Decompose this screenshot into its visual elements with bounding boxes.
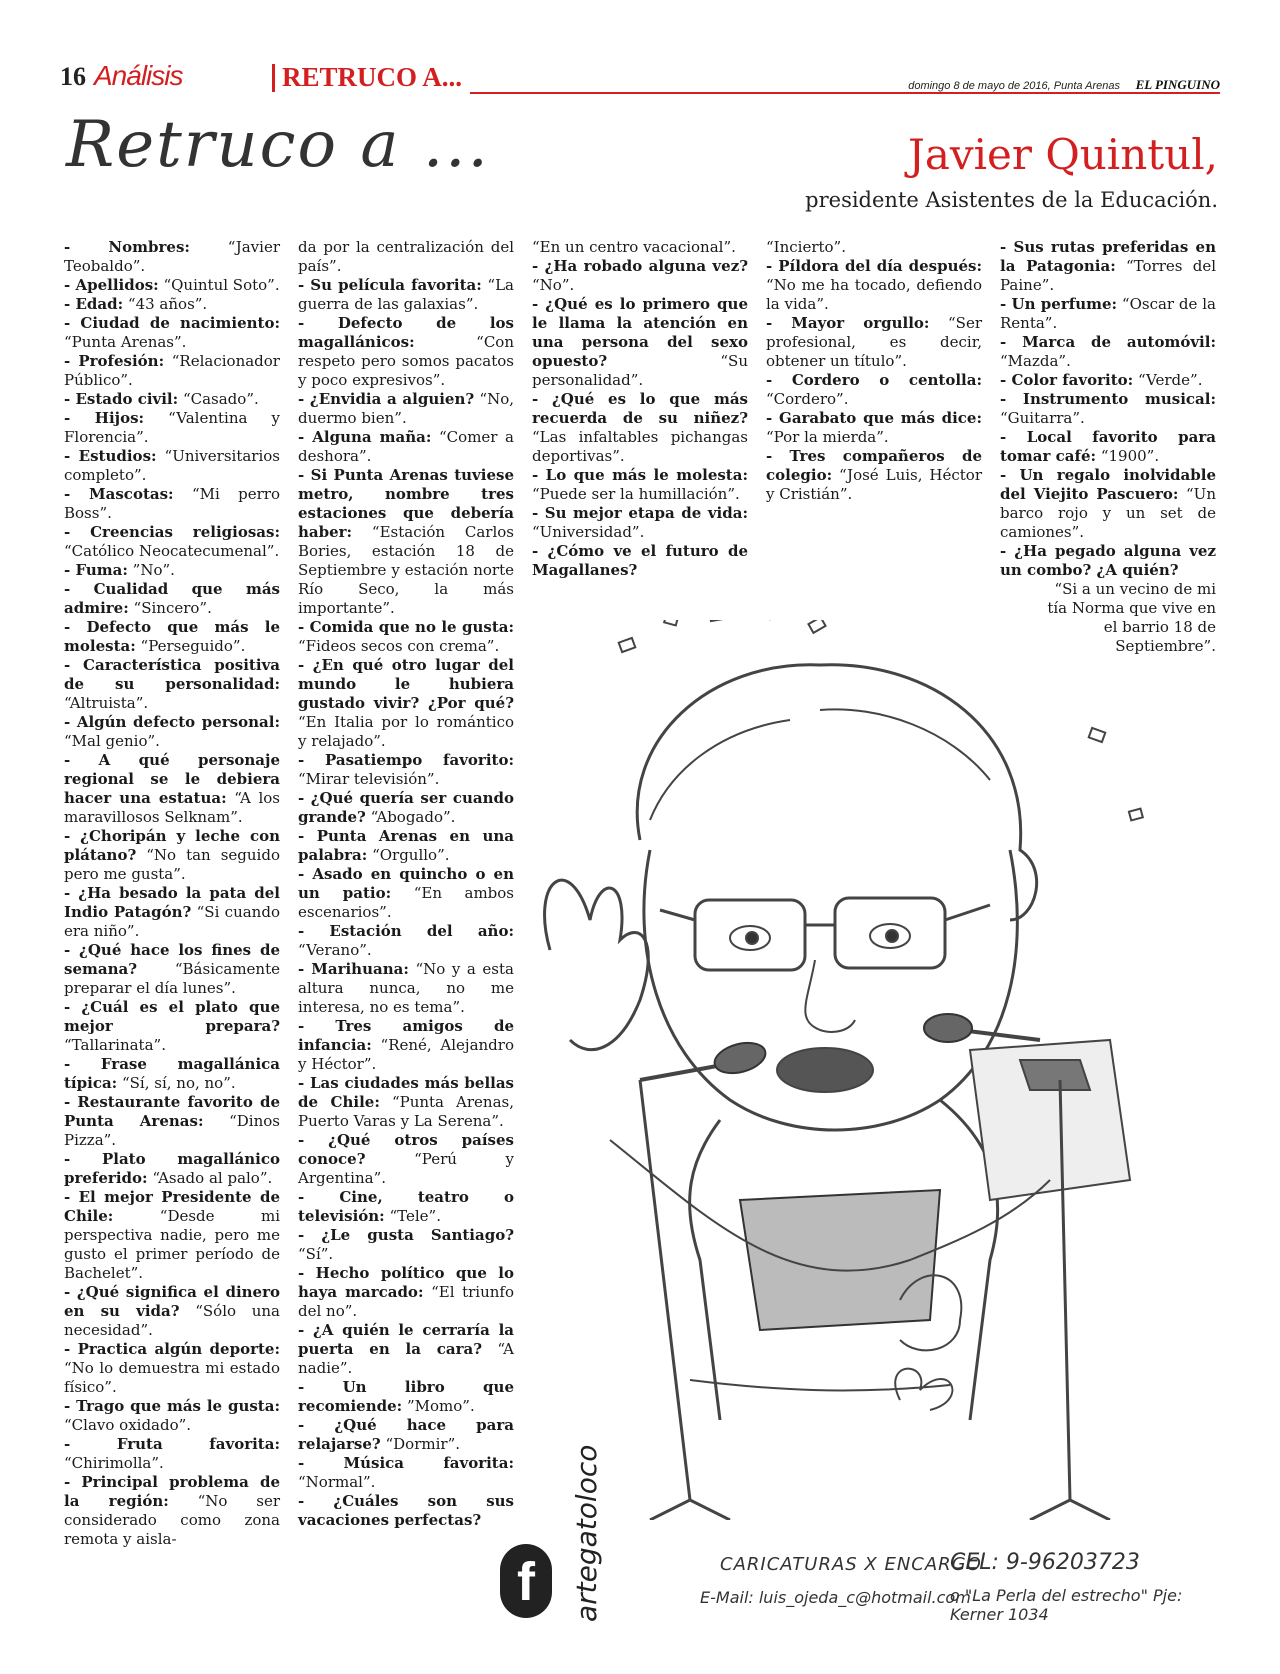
- question: - Mascotas:: [64, 485, 174, 503]
- answer: “No tan seguido pero me gusta”.: [64, 846, 280, 883]
- question: - Principal problema de la región:: [64, 1473, 280, 1510]
- answer: “Punta Arenas”.: [64, 333, 187, 351]
- qa-item: [298, 1378, 514, 1416]
- qa-item: [64, 1435, 280, 1473]
- answer: “Su personalidad”.: [532, 352, 748, 389]
- answer: “Oscar de la Renta”.: [1000, 295, 1216, 332]
- qa-item: [298, 618, 514, 656]
- qa-item: [64, 390, 280, 409]
- answer: “Valentina y Florencia”.: [64, 409, 280, 446]
- qa-item: [532, 504, 748, 542]
- answer: “Altruista”.: [64, 694, 149, 712]
- question: - Color favorito:: [1000, 371, 1134, 389]
- qa-item: [298, 1188, 514, 1226]
- qa-item: [64, 1340, 280, 1397]
- answer: “A nadie”.: [298, 1340, 514, 1377]
- qa-item: [532, 542, 748, 580]
- answer: “Si a un vecino de mi tía Norma que vive en el barrio 18 de Septiembre”.: [1047, 580, 1216, 655]
- question: - Cine, teatro o televisión:: [298, 1188, 514, 1225]
- question: - Garabato que más dice:: [766, 409, 982, 427]
- question: - Ciudad de nacimiento:: [64, 314, 280, 332]
- answer: “Sí, sí, no, no”.: [121, 1074, 236, 1092]
- answer: “Punta Arenas, Puerto Varas y La Serena”.: [298, 1093, 514, 1130]
- question: - Estudios:: [64, 447, 157, 465]
- answer: “No, duermo bien”.: [298, 390, 514, 427]
- qa-item: [1000, 390, 1216, 428]
- question: - Música favorita:: [298, 1454, 514, 1472]
- answer: “Verano”.: [298, 941, 372, 959]
- question: - ¿Choripán y leche con plátano?: [64, 827, 280, 864]
- qa-item: [532, 238, 748, 257]
- qa-item: [298, 1131, 514, 1188]
- answer: “Con respeto pero somos pacatos y poco expresivos”.: [298, 333, 514, 389]
- interviewee-name: Javier Quintul,: [908, 130, 1218, 179]
- text-column-3: [532, 238, 748, 580]
- question: - Apellidos:: [64, 276, 159, 294]
- question: - Fruta favorita:: [64, 1435, 280, 1453]
- qa-item: [298, 656, 514, 751]
- answer: “En Italia por lo romántico y relajado”.: [298, 713, 514, 750]
- qa-item: [532, 295, 748, 390]
- answer: “Relacionador Público”.: [64, 352, 280, 389]
- answer: “Ser profesional, es decir, obtener un título”.: [766, 314, 982, 370]
- question: - Defecto que más le molesta:: [64, 618, 280, 655]
- question: - Marca de automóvil:: [1000, 333, 1216, 351]
- answer: “Perú y Argentina”.: [298, 1150, 514, 1187]
- answer: “No me ha tocado, defiendo la vida”.: [766, 276, 982, 313]
- answer: “No”.: [532, 276, 575, 294]
- question: - Sus rutas preferidas en la Patagonia:: [1000, 238, 1216, 275]
- question: - Practica algún deporte:: [64, 1340, 280, 1358]
- question: - A qué personaje regional se le debiera hacer una estatua:: [64, 751, 280, 807]
- qa-item: [1000, 428, 1216, 466]
- artist-signature: artegatoloco: [570, 1444, 603, 1622]
- qa-item: [298, 390, 514, 428]
- question: - ¿En qué otro lugar del mundo le hubiera gustado vivir? ¿Por qué?: [298, 656, 514, 712]
- question: - Punta Arenas en una palabra:: [298, 827, 514, 864]
- qa-item: [766, 447, 982, 504]
- question: - ¿Qué es lo que más recuerda de su niñez?: [532, 390, 748, 427]
- answer: “Tallarinata”.: [64, 1036, 166, 1054]
- answer: “Las infaltables pichangas deportivas”.: [532, 428, 748, 465]
- answer: “No y a esta altura nunca, no me interesa, no es tema”.: [298, 960, 514, 1016]
- question: - El mejor Presidente de Chile:: [64, 1188, 280, 1225]
- answer: “Sólo una necesidad”.: [64, 1302, 280, 1339]
- section-divider: [272, 64, 275, 92]
- qa-item: [766, 238, 982, 257]
- qa-item: [298, 960, 514, 1017]
- answer: “Abogado”.: [370, 808, 456, 826]
- question: - Marihuana:: [298, 960, 409, 978]
- text-column-5: [1000, 238, 1216, 656]
- answer: “Guitarra”.: [1000, 409, 1085, 427]
- answer: “Quintul Soto”.: [163, 276, 280, 294]
- answer: “Católico Neocatecumenal”.: [64, 542, 280, 560]
- answer: “Sincero”.: [133, 599, 212, 617]
- artist-credits: [500, 1444, 1220, 1630]
- question: - Instrumento musical:: [1000, 390, 1216, 408]
- qa-item: [298, 789, 514, 827]
- question: - Fuma:: [64, 561, 128, 579]
- answer: “Puede ser la humillación”.: [532, 485, 740, 503]
- qa-item: [298, 1492, 514, 1530]
- answer: “Javier Teobaldo”.: [64, 238, 280, 275]
- qa-item: [64, 1283, 280, 1340]
- question: - Trago que más le gusta:: [64, 1397, 280, 1415]
- question: - ¿Cuál es el plato que mejor prepara?: [64, 998, 280, 1035]
- question: - ¿Qué significa el dinero en su vida?: [64, 1283, 280, 1320]
- question: - Hecho político que lo haya marcado:: [298, 1264, 514, 1301]
- qa-item: [64, 447, 280, 485]
- answer: “En ambos escenarios”.: [298, 884, 514, 921]
- question: - Alguna maña:: [298, 428, 432, 446]
- answer: “Normal”.: [298, 1473, 376, 1491]
- answer: “No lo demuestra mi estado físico”.: [64, 1359, 280, 1396]
- issue-date: domingo 8 de mayo de 2016, Punta Arenas: [908, 80, 1120, 92]
- qa-item: [766, 371, 982, 409]
- credits-commission: CARICATURAS X ENCARGO: [720, 1554, 982, 1575]
- qa-item: [64, 713, 280, 751]
- answer: “El triunfo del no”.: [298, 1283, 514, 1320]
- answer: “Orgullo”.: [372, 846, 450, 864]
- qa-item: [532, 390, 748, 466]
- question: - Defecto de los magallánicos:: [298, 314, 514, 351]
- answer: “Clavo oxidado”.: [64, 1416, 192, 1434]
- qa-item: [64, 1188, 280, 1283]
- qa-item: [64, 827, 280, 884]
- credits-phone: CEL: 9-96203723: [950, 1550, 1140, 1575]
- qa-item: [64, 998, 280, 1055]
- qa-item: [298, 865, 514, 922]
- answer: “Desde mi perspectiva nadie, pero me gusto el primer período de Bachelet”.: [64, 1207, 280, 1282]
- answer: “Chirimolla”.: [64, 1454, 164, 1472]
- answer: ”Momo”.: [406, 1397, 475, 1415]
- text-column-1: [64, 238, 280, 1549]
- answer: “Fideos secos con crema”.: [298, 637, 500, 655]
- qa-item: [298, 1321, 514, 1378]
- qa-item: [64, 941, 280, 998]
- qa-item: [64, 1150, 280, 1188]
- qa-item: [766, 314, 982, 371]
- question: - ¿Qué otros países conoce?: [298, 1131, 514, 1168]
- header-rule: [470, 92, 1220, 94]
- answer: “La guerra de las galaxias”.: [298, 276, 514, 313]
- answer: “Cordero”.: [766, 390, 849, 408]
- answer: “Verde”.: [1137, 371, 1203, 389]
- answer: “Básicamente preparar el día lunes”.: [64, 960, 280, 997]
- qa-item: [64, 1093, 280, 1150]
- question: - Un libro que recomiende:: [298, 1378, 514, 1415]
- question: - Estación del año:: [298, 922, 514, 940]
- qa-item: [64, 656, 280, 713]
- question: - Frase magallánica típica:: [64, 1055, 280, 1092]
- qa-item: [64, 884, 280, 941]
- qa-item: [64, 580, 280, 618]
- interviewee-role: presidente Asistentes de la Educación.: [805, 188, 1218, 212]
- question: - ¿A quién le cerraría la puerta en la cara?: [298, 1321, 514, 1358]
- question: - Pasatiempo favorito:: [298, 751, 514, 769]
- qa-item: [532, 466, 748, 504]
- newspaper-logo: EL PINGUINO: [1135, 77, 1220, 92]
- question: - Lo que más le molesta:: [532, 466, 748, 484]
- question: - Su mejor etapa de vida:: [532, 504, 748, 522]
- question: - ¿Ha pegado alguna vez un combo? ¿A quién?: [1000, 542, 1216, 579]
- question: - Comida que no le gusta:: [298, 618, 514, 636]
- answer: da por la centralización del país”.: [298, 238, 514, 275]
- qa-item: [64, 561, 280, 580]
- answer: “Por la mierda”.: [766, 428, 889, 446]
- qa-item: [64, 352, 280, 390]
- qa-item: [64, 1473, 280, 1549]
- qa-item: [298, 827, 514, 865]
- answer: “José Luis, Héctor y Cristián”.: [766, 466, 982, 503]
- answer: “Si cuando era niño”.: [64, 903, 280, 940]
- answer: “En un centro vacacional”.: [532, 238, 736, 256]
- qa-item: [298, 1226, 514, 1264]
- question: - ¿Cuáles son sus vacaciones perfectas?: [298, 1492, 514, 1529]
- answer: “Mirar televisión”.: [298, 770, 440, 788]
- question: - Un regalo inolvidable del Viejito Pascuero:: [1000, 466, 1216, 503]
- question: - Característica positiva de su personalidad:: [64, 656, 280, 693]
- question: - Un perfume:: [1000, 295, 1118, 313]
- question: - Píldora del día después:: [766, 257, 982, 275]
- question: - Estado civil:: [64, 390, 179, 408]
- answer: “Mi perro Boss”.: [64, 485, 280, 522]
- qa-item: [298, 1074, 514, 1131]
- question: - Su película favorita:: [298, 276, 482, 294]
- qa-item: [64, 238, 280, 276]
- answer: “No ser considerado como zona remota y aisla-: [64, 1492, 280, 1548]
- question: - Si Punta Arenas tuviese metro, nombre tres estaciones que debería haber:: [298, 466, 514, 541]
- question: - Profesión:: [64, 352, 165, 370]
- answer: “Asado al palo”.: [152, 1169, 273, 1187]
- text-column-4: [766, 238, 982, 504]
- page-number: 16: [60, 62, 86, 91]
- answer: “Un barco rojo y un set de camiones”.: [1000, 485, 1216, 541]
- qa-item: [298, 922, 514, 960]
- question: - ¿Cómo ve el futuro de Magallanes?: [532, 542, 748, 579]
- qa-item: [1000, 466, 1216, 542]
- answer: “Comer a deshora”.: [298, 428, 514, 465]
- answer: “A los maravillosos Selknam”.: [64, 789, 280, 826]
- qa-item: [766, 257, 982, 314]
- qa-item: [298, 1416, 514, 1454]
- question: - Edad:: [64, 295, 124, 313]
- text-column-2: [298, 238, 514, 1530]
- qa-item: [64, 314, 280, 352]
- subsection-label: RETRUCO A...: [282, 62, 463, 92]
- answer: “Tele”.: [389, 1207, 441, 1225]
- qa-item: [64, 409, 280, 447]
- answer: “Mal genio”.: [64, 732, 160, 750]
- question: - ¿Qué hace para relajarse?: [298, 1416, 514, 1453]
- qa-item: [64, 276, 280, 295]
- question: - ¿Qué quería ser cuando grande?: [298, 789, 514, 826]
- qa-item: [64, 1055, 280, 1093]
- answer: “Casado”.: [182, 390, 259, 408]
- question: - Hijos:: [64, 409, 145, 427]
- answer: “43 años”.: [127, 295, 208, 313]
- qa-item: [766, 409, 982, 447]
- qa-item: [532, 257, 748, 295]
- qa-item: [298, 1264, 514, 1321]
- facebook-icon: f: [500, 1544, 552, 1618]
- question: - Nombres:: [64, 238, 190, 256]
- page-header: [60, 62, 1220, 96]
- question: - Restaurante favorito de Punta Arenas:: [64, 1093, 280, 1130]
- qa-item: [64, 1397, 280, 1435]
- question: - Mayor orgullo:: [766, 314, 930, 332]
- question: - Cualidad que más admire:: [64, 580, 280, 617]
- answer: “Universidad”.: [532, 523, 645, 541]
- qa-item: [1000, 371, 1216, 390]
- qa-item: [298, 1454, 514, 1492]
- qa-item: [298, 751, 514, 789]
- question: - Tres compañeros de colegio:: [766, 447, 982, 484]
- answer: “Dinos Pizza”.: [64, 1112, 280, 1149]
- qa-item: [1000, 295, 1216, 333]
- caricature-illustration: [490, 620, 1220, 1520]
- answer: “Estación Carlos Bories, estación 18 de Septiembre y estación norte Río Seco, la más importante”.: [298, 523, 514, 617]
- question: - Asado en quincho o en un patio:: [298, 865, 514, 902]
- script-title: Retruco a ...: [66, 108, 490, 182]
- answer: “Sí”.: [298, 1245, 334, 1263]
- question: - Las ciudades más bellas de Chile:: [298, 1074, 514, 1111]
- qa-item: [298, 428, 514, 466]
- question: - Creencias religiosas:: [64, 523, 280, 541]
- qa-item: [64, 523, 280, 561]
- question: - Plato magallánico preferido:: [64, 1150, 280, 1187]
- answer: “Dormir”.: [385, 1435, 461, 1453]
- question: - ¿Le gusta Santiago?: [298, 1226, 514, 1244]
- answer: “René, Alejandro y Héctor”.: [298, 1036, 514, 1073]
- answer: “Incierto”.: [766, 238, 846, 256]
- question: - ¿Qué es lo primero que le llama la atención en una persona del sexo opuesto?: [532, 295, 748, 370]
- question: - Local favorito para tomar café:: [1000, 428, 1216, 465]
- qa-item: [298, 238, 514, 276]
- qa-item: [64, 485, 280, 523]
- qa-item: [298, 314, 514, 390]
- question: - ¿Envidia a alguien?: [298, 390, 475, 408]
- qa-item: [298, 276, 514, 314]
- question: - ¿Qué hace los fines de semana?: [64, 941, 280, 978]
- qa-item: [298, 1017, 514, 1074]
- qa-item: [1000, 238, 1216, 295]
- question: - ¿Ha besado la pata del Indio Patagón?: [64, 884, 280, 921]
- qa-item: [298, 466, 514, 618]
- answer: “Perseguido”.: [140, 637, 246, 655]
- section-label: Análisis: [94, 60, 183, 91]
- answer: “1900”.: [1100, 447, 1160, 465]
- answer: “Mazda”.: [1000, 352, 1071, 370]
- credits-email: E-Mail: luis_ojeda_c@hotmail.com: [700, 1588, 971, 1607]
- question: - ¿Ha robado alguna vez?: [532, 257, 748, 275]
- question: - Algún defecto personal:: [64, 713, 280, 731]
- credits-address: o "La Perla del estrecho" Pje: Kerner 1034: [950, 1586, 1183, 1624]
- qa-item: [64, 751, 280, 827]
- question: - Cordero o centolla:: [766, 371, 982, 389]
- answer: ”No”.: [132, 561, 175, 579]
- answer: “Universitarios completo”.: [64, 447, 280, 484]
- answer: “Torres del Paine”.: [1000, 257, 1216, 294]
- qa-item: [64, 295, 280, 314]
- question: - Tres amigos de infancia:: [298, 1017, 514, 1054]
- qa-item: [64, 618, 280, 656]
- qa-item: [1000, 333, 1216, 371]
